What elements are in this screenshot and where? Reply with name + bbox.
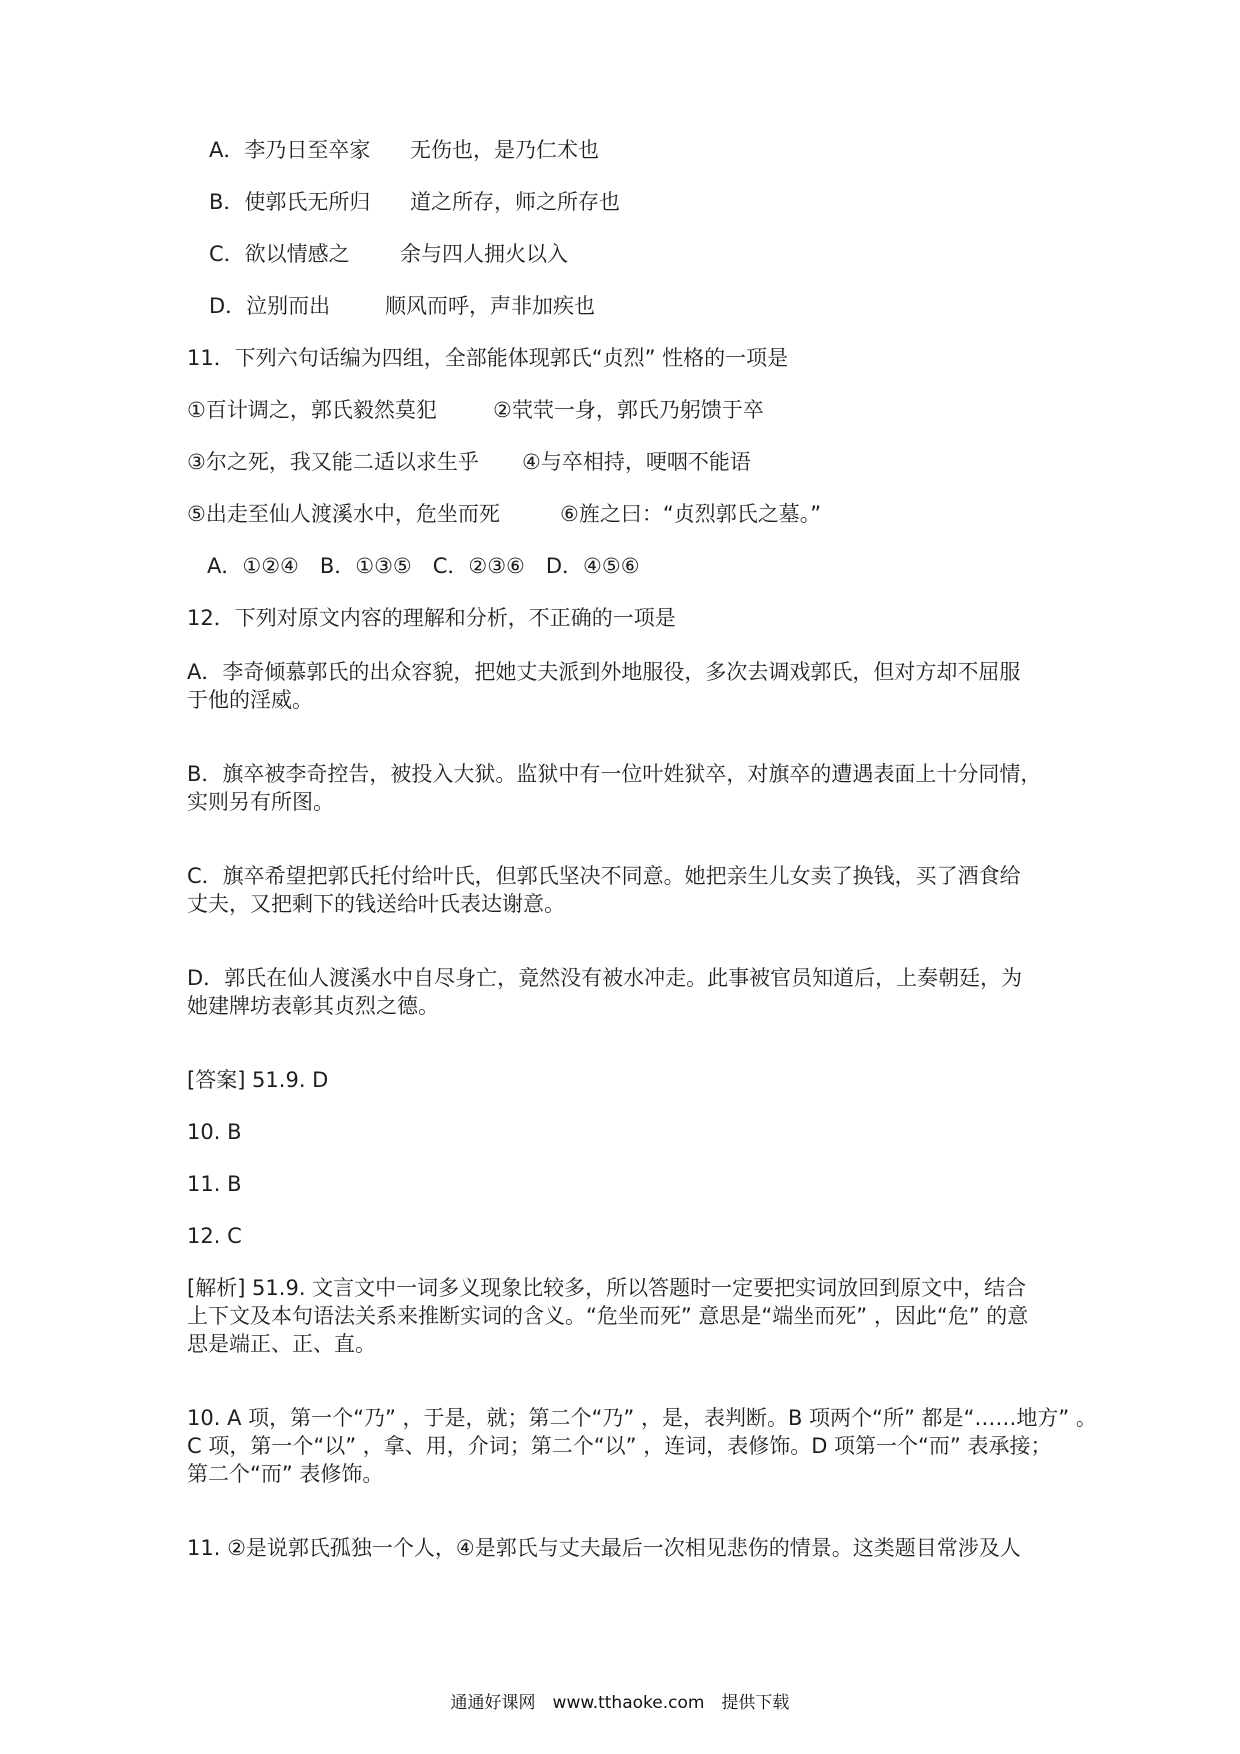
q10-option-d xyxy=(209,292,330,320)
page-footer: 通通好课网 www.tthaoke.com 提供下载 xyxy=(450,1693,790,1713)
q10-option-a xyxy=(209,136,370,164)
q10-option-b xyxy=(209,188,370,216)
q12-option-c-line1: C．旗卒希望把郭氏托付给叶氏，但郭氏坚决不同意。她把亲生儿女卖了换钱，买了酒食给 xyxy=(187,864,1021,888)
q12-option-c xyxy=(187,862,1067,918)
q12-option-b-line1: B．旗卒被李奇控告，被投入大狱。监狱中有一位叶姓狱卒，对旗卒的遭遇表面上十分同情， xyxy=(187,762,1042,786)
q12-option-d-line2: 她建牌坊表彰其贞烈之德。 xyxy=(187,994,439,1018)
answer-11: 11. B xyxy=(187,1172,242,1196)
q12-option-a-line1: A．李奇倾慕郭氏的出众容貌，把她丈夫派到外地服役，多次去调戏郭氏，但对方却不屈服 xyxy=(187,660,1021,684)
answer-9: [答案] 51.9. D xyxy=(187,1068,329,1092)
q10-option-c xyxy=(209,240,350,268)
analysis-11-line1: 11. ②是说郭氏孤独一个人，④是郭氏与丈夫最后一次相见悲伤的情景。这类题目常涉及人 xyxy=(187,1536,1021,1560)
q10-option-b-right: 道之所存，师之所存也 xyxy=(410,190,620,214)
q12-option-a-line2: 于他的淫威。 xyxy=(187,688,313,712)
q11-item-3: ③尔之死，我又能二适以求生乎 xyxy=(187,450,479,474)
answer-12: 12. C xyxy=(187,1224,242,1248)
q11-item-1: ①百计调之，郭氏毅然莫犯 xyxy=(187,398,437,422)
q11-item-5: ⑤出走至仙人渡溪水中，危坐而死 xyxy=(187,502,500,526)
q10-option-d-label: D．泣别而出 xyxy=(209,294,331,318)
q10-option-b-label: B．使郭氏无所归 xyxy=(209,190,371,214)
analysis-10-line1: 10. A 项，第一个“乃” ，于是，就；第二个“乃” ，是，表判断。B 项两个“所” 都是“……地方” 。 xyxy=(187,1406,1097,1430)
q11-item-6: ⑥旌之曰：“贞烈郭氏之墓。” xyxy=(560,502,822,526)
analysis-9-line2: 上下文及本句语法关系来推断实词的含义。“危坐而死” 意思是“端坐而死” ，因此“危” 的意 xyxy=(187,1304,1029,1328)
q12-option-d xyxy=(187,964,1067,1020)
q12-option-c-line2: 丈夫，又把剩下的钱送给叶氏表达谢意。 xyxy=(187,892,565,916)
analysis-9-line3: 思是端正、正、直。 xyxy=(187,1332,376,1356)
q12-option-d-line1: D．郭氏在仙人渡溪水中自尽身亡，竟然没有被水冲走。此事被官员知道后，上奏朝廷，为 xyxy=(187,966,1023,990)
q12-option-b xyxy=(187,760,1067,816)
q10-option-c-right: 余与四人拥火以入 xyxy=(400,242,568,266)
q12-option-b-line2: 实则另有所图。 xyxy=(187,790,334,814)
q11-choices: A．①②④ B．①③⑤ C．②③⑥ D．④⑤⑥ xyxy=(207,554,640,578)
q10-option-a-label: A．李乃日至卒家 xyxy=(209,138,371,162)
q11-stem: 11．下列六句话编为四组，全部能体现郭氏“贞烈” 性格的一项是 xyxy=(187,346,789,370)
analysis-11 xyxy=(187,1534,1067,1562)
analysis-10-line3: 第二个“而” 表修饰。 xyxy=(187,1462,384,1486)
analysis-10-line2: C 项，第一个“以” ，拿、用，介词；第二个“以” ，连词，表修饰。D 项第一个“而” 表承接； xyxy=(187,1434,1052,1458)
q11-item-2: ②茕茕一身，郭氏乃躬馈于卒 xyxy=(493,398,764,422)
analysis-10 xyxy=(187,1404,1097,1488)
q12-option-a xyxy=(187,658,1067,714)
analysis-9-line1: [解析] 51.9. 文言文中一词多义现象比较多，所以答题时一定要把实词放回到原文中，结合 xyxy=(187,1276,1027,1300)
analysis-9 xyxy=(187,1274,1067,1358)
q11-item-4: ④与卒相持，哽咽不能语 xyxy=(522,450,751,474)
q10-option-c-label: C．欲以情感之 xyxy=(209,242,350,266)
q10-option-a-right: 无伤也，是乃仁术也 xyxy=(410,138,599,162)
q10-option-d-right: 顺风而呼，声非加疾也 xyxy=(385,294,595,318)
answer-10: 10. B xyxy=(187,1120,242,1144)
q12-stem: 12．下列对原文内容的理解和分析，不正确的一项是 xyxy=(187,606,676,630)
